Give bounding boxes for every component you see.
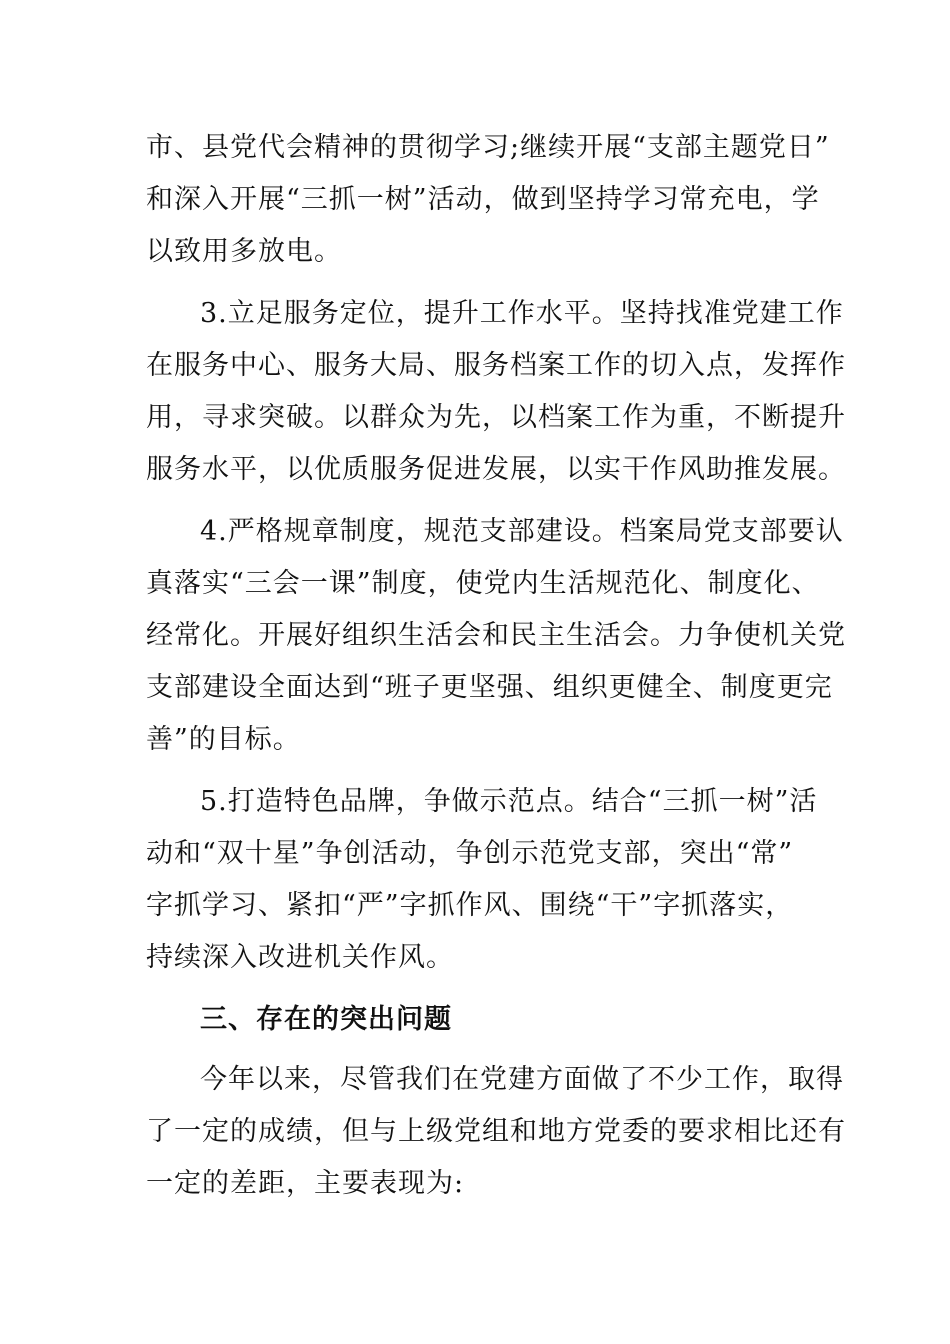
text-line: 了一定的成绩，但与上级党组和地方党委的要求相比还有 <box>146 1116 846 1147</box>
text-line: 市、县党代会精神的贯彻学习;继续开展“支部主题党日” <box>146 132 830 163</box>
text-line: 字抓学习、紧扣“严”字抓作风、围绕“干”字抓落实， <box>146 890 794 921</box>
text-line: 今年以来，尽管我们在党建方面做了不少工作，取得 <box>200 1064 844 1095</box>
text-line: 善”的目标。 <box>146 724 301 755</box>
section-heading: 三、存在的突出问题 <box>200 1004 452 1035</box>
paragraph-intro <box>146 1054 846 1210</box>
text-line: 5.打造特色品牌，争做示范点。结合“三抓一树”活 <box>200 786 818 817</box>
text-line: 4.严格规章制度，规范支部建设。档案局党支部要认 <box>200 516 844 547</box>
text-line: 和深入开展“三抓一树”活动，做到坚持学习常充电，学 <box>146 184 820 215</box>
text-line: 服务水平，以优质服务促进发展，以实干作风助推发展。 <box>146 454 846 485</box>
paragraph-item-3 <box>146 288 846 496</box>
text-line: 持续深入改进机关作风。 <box>146 942 454 973</box>
paragraph-item-5 <box>146 776 818 984</box>
paragraph-continued <box>146 122 830 278</box>
text-line: 支部建设全面达到“班子更坚强、组织更健全、制度更完 <box>146 672 833 703</box>
paragraph-item-4 <box>146 506 846 766</box>
document-body <box>146 122 846 1210</box>
text-line: 一定的差距，主要表现为: <box>146 1168 465 1199</box>
text-line: 在服务中心、服务大局、服务档案工作的切入点，发挥作 <box>146 350 846 381</box>
text-line: 以致用多放电。 <box>146 236 342 267</box>
text-line: 用，寻求突破。以群众为先，以档案工作为重，不断提升 <box>146 402 846 433</box>
text-line: 经常化。开展好组织生活会和民主生活会。力争使机关党 <box>146 620 846 651</box>
text-line: 真落实“三会一课”制度，使党内生活规范化、制度化、 <box>146 568 820 599</box>
text-line: 3.立足服务定位，提升工作水平。坚持找准党建工作 <box>200 298 844 329</box>
text-line: 动和“双十星”争创活动，争创示范党支部，突出“常” <box>146 838 794 869</box>
